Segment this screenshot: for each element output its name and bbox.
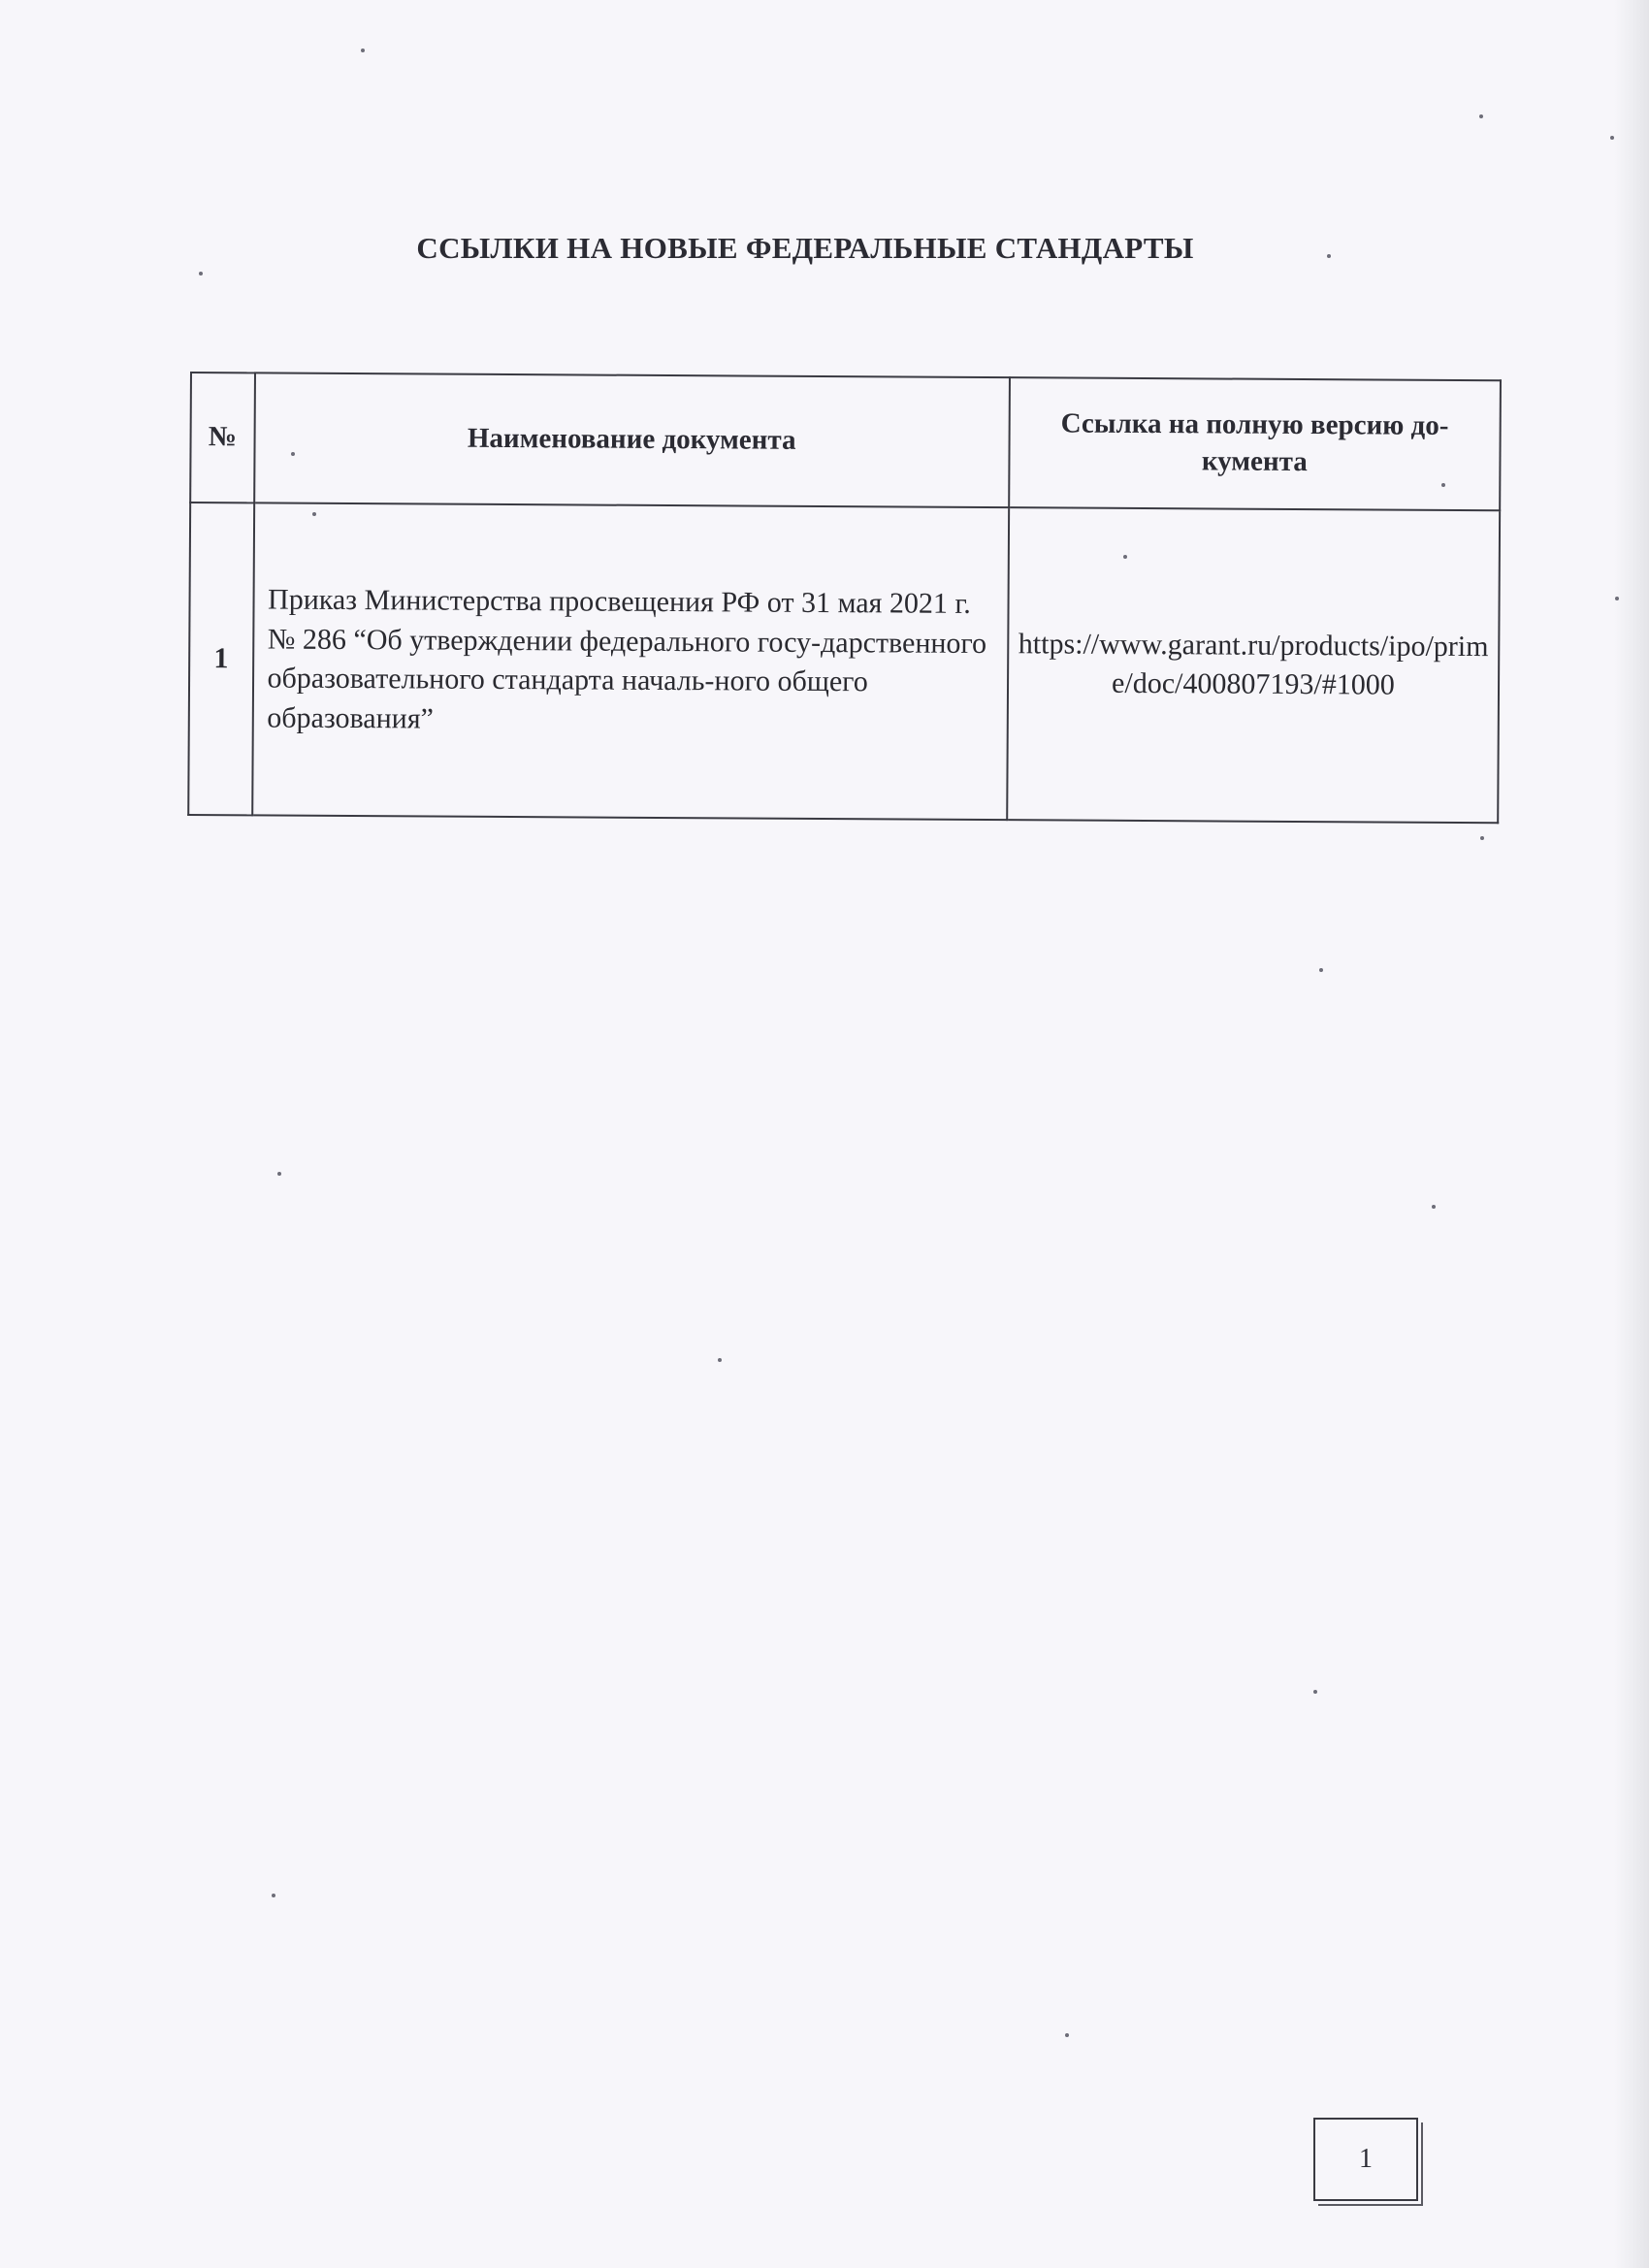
scan-speck	[272, 1894, 275, 1897]
scan-speck	[1123, 555, 1127, 559]
scan-speck	[312, 512, 316, 516]
scan-speck	[1479, 114, 1483, 118]
scan-speck	[1610, 136, 1614, 140]
table-header-row	[190, 373, 1501, 510]
row-document-name: Приказ Министерства просвещения РФ от 31 мая 2021 г. № 286 “Об утверждении федерального госу-дарственного образовательного стандарта началь-ного общего образования”	[252, 502, 1009, 820]
standards-table	[187, 372, 1502, 824]
scan-speck	[1432, 1205, 1436, 1209]
scan-page-edge	[1614, 0, 1649, 2268]
header-number: №	[190, 373, 254, 502]
row-link: https://www.garant.ru/products/ipo/prime/doc/400807193/#1000	[1007, 507, 1500, 823]
scan-speck	[1480, 836, 1484, 840]
header-document-name: Наименование документа	[254, 373, 1010, 507]
table-row	[188, 502, 1500, 823]
row-number: 1	[188, 502, 253, 815]
scan-speck	[1615, 597, 1619, 600]
scan-speck	[1327, 254, 1331, 258]
scan-speck	[277, 1172, 281, 1176]
scan-speck	[718, 1358, 722, 1362]
scan-speck	[1313, 1690, 1317, 1694]
scan-speck	[1065, 2033, 1069, 2037]
page-title: ССЫЛКИ НА НОВЫЕ ФЕДЕРАЛЬНЫЕ СТАНДАРТЫ	[416, 231, 1194, 265]
header-link: Ссылка на полную версию до-кумента	[1009, 377, 1501, 510]
page-number: 1	[1313, 2118, 1418, 2201]
scan-speck	[199, 272, 203, 275]
scan-speck	[361, 49, 365, 52]
scan-speck	[291, 452, 295, 456]
scan-speck	[1319, 968, 1323, 972]
scan-speck	[1441, 483, 1445, 487]
